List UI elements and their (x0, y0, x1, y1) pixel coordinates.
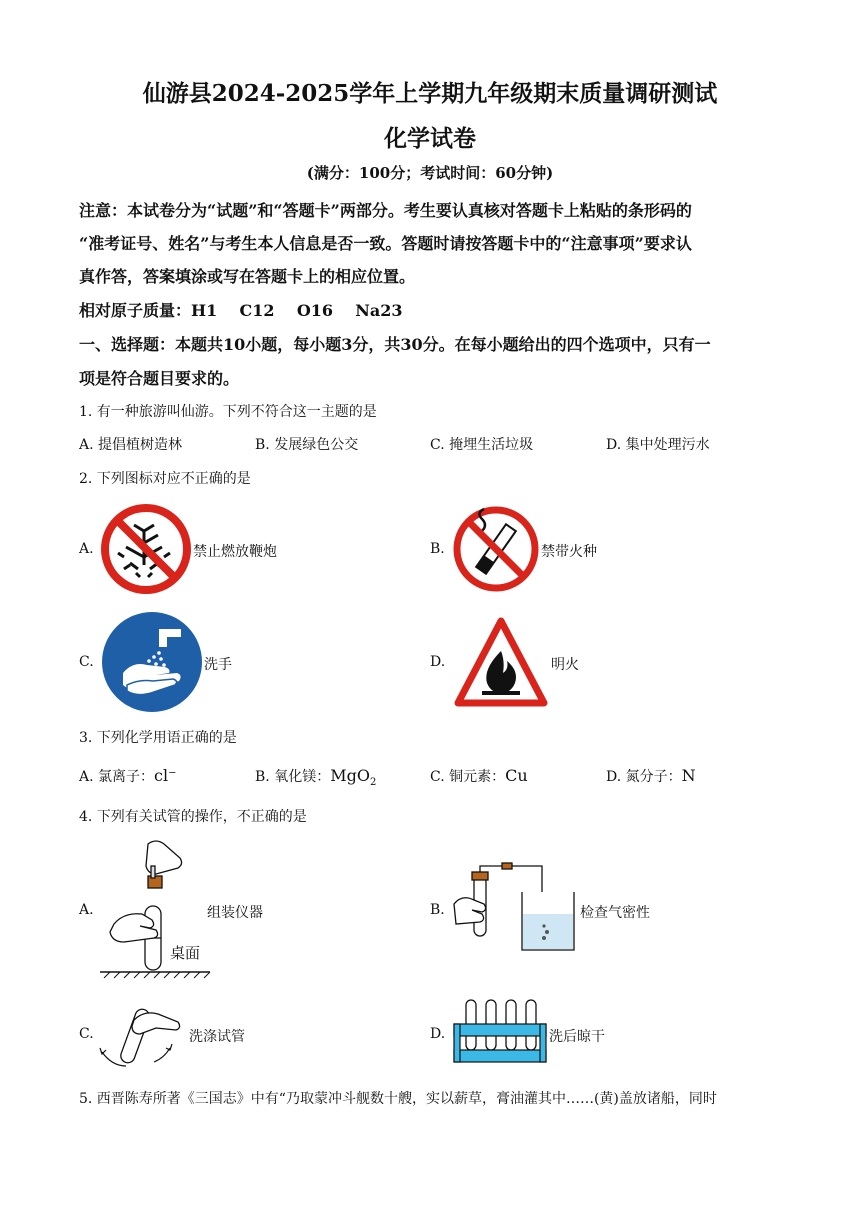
q4-a-desk-label: 桌面 (170, 944, 201, 962)
q3-c-formula: Cu (505, 766, 528, 785)
q5-stem: 5. 西晋陈寿所著《三国志》中有“乃取蒙冲斗舰数十艘，实以薪草，膏油灌其中……(黄)盖放诸船，同时 (79, 1091, 717, 1107)
q4-b-label: 检查气密性 (580, 905, 650, 921)
q3-option-d (606, 766, 696, 786)
q2-c-label: 洗手 (204, 657, 232, 673)
q1-option-b: B. 发展绿色公交 (255, 437, 359, 453)
section-1-line-1: 一、选择题：本题共10小题，每小题3分，共30分。在每小题给出的四个选项中，只有一 (79, 335, 711, 354)
q2-d-letter: D. (430, 654, 446, 670)
open-flame-warning-icon (454, 617, 548, 707)
q2-b-label: 禁带火种 (541, 544, 597, 560)
atomic-mass: 相对原子质量：H1 C12 O16 Na23 (79, 301, 403, 320)
notice-line-1: 注意：本试卷分为“试题”和“答题卡”两部分。考生要认真核对答题卡上粘贴的条形码的 (79, 201, 692, 220)
wash-test-tube-illustration (98, 998, 188, 1072)
q2-d-label: 明火 (551, 657, 579, 673)
q3-d-formula: N (681, 766, 696, 785)
drying-rack-illustration (452, 998, 548, 1066)
q2-stem: 2. 下列图标对应不正确的是 (79, 471, 251, 487)
q1-option-c: C. 掩埋生活垃圾 (430, 437, 534, 453)
no-smoking-icon (452, 505, 540, 593)
q4-a-label: 组装仪器 (207, 905, 263, 921)
q1-option-d: D. 集中处理污水 (606, 437, 710, 453)
q3-a-formula: cl (154, 766, 169, 785)
exam-title: 仙游县2024-2025学年上学期九年级期末质量调研测试 (142, 80, 718, 107)
score-info: (满分：100分；考试时间：60分钟) (306, 164, 554, 182)
q3-b-sub: 2 (369, 776, 377, 788)
q3-a-sup: − (168, 767, 177, 779)
q4-c-letter: C. (79, 1026, 94, 1042)
q3-stem: 3. 下列化学用语正确的是 (79, 730, 237, 746)
q2-b-letter: B. (430, 541, 445, 557)
q3-b-prefix: B. 氧化镁： (255, 769, 331, 785)
q3-c-prefix: C. 铜元素： (430, 769, 506, 785)
q4-c-label: 洗涤试管 (189, 1029, 245, 1045)
q3-d-prefix: D. 氮分子： (606, 769, 682, 785)
q3-b-formula: MgO (330, 766, 370, 785)
no-firecrackers-icon (100, 503, 192, 595)
q3-option-c (430, 766, 528, 786)
q4-b-letter: B. (430, 902, 445, 918)
q2-a-letter: A. (79, 541, 94, 557)
exam-subtitle: 化学试卷 (384, 125, 476, 152)
q4-d-label: 洗后晾干 (549, 1029, 605, 1045)
section-1-line-2: 项是符合题目要求的。 (79, 369, 240, 388)
notice-line-3: 真作答，答案填涂或写在答题卡上的相应位置。 (79, 267, 416, 286)
q2-a-label: 禁止燃放鞭炮 (193, 544, 277, 560)
check-airtightness-illustration (452, 862, 577, 958)
q1-stem: 1. 有一种旅游叫仙游。下列不符合这一主题的是 (79, 404, 377, 420)
q3-option-a (79, 766, 176, 786)
q4-a-letter: A. (79, 902, 94, 918)
notice-line-2: “准考证号、姓名”与考生本人信息是否一致。答题时请按答题卡中的“注意事项”要求认 (79, 234, 692, 253)
wash-hands-icon (101, 611, 203, 713)
q4-d-letter: D. (430, 1026, 446, 1042)
q3-option-b (255, 766, 376, 788)
q1-option-a: A. 提倡植树造林 (79, 437, 183, 453)
q2-c-letter: C. (79, 654, 94, 670)
q4-stem: 4. 下列有关试管的操作，不正确的是 (79, 809, 307, 825)
q3-a-prefix: A. 氯离子： (79, 769, 155, 785)
